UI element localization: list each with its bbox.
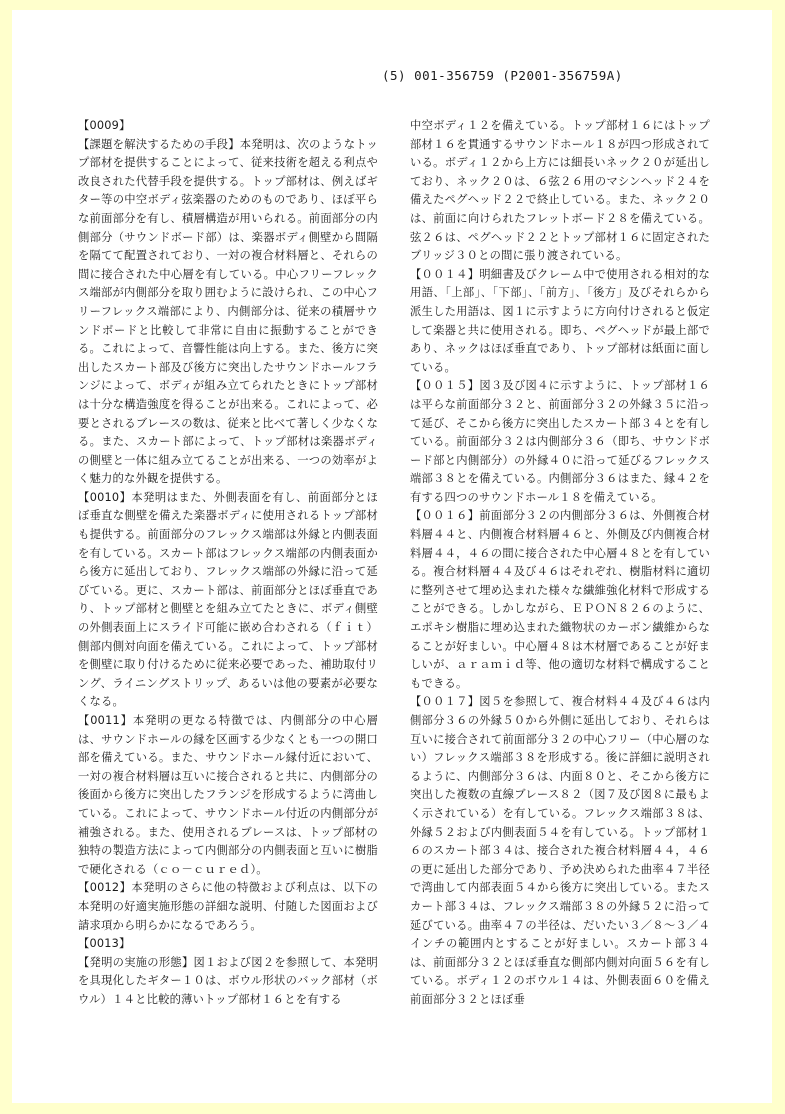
document-page	[12, 10, 772, 1103]
page-header: ‪(5) 001-356759 (P2001-356759A)	[382, 68, 623, 83]
paragraph: 【課題を解決するための手段】本発明は、次のようなトップ部材を提供することによって、従来技術を超える利点や改良された代替手段を提供する。トップ部材は、例えばギター等の中空ボディ弦楽器のためのものであり、ほぼ平らな前面部分を有し、積層構造が用いられる。前面部分の内側部分（サウンドボード部）は、楽器ボディ側壁から間隔を隔てて配置されており、一対の複合材料層と、それらの間に接合された中心層を有している。中心フリーフレックス端部が内側部分を取り囲むように設けられ、この中心フリーフレックス端部により、内側部分は、従来の積層サウンドボードと比較して非常に自由に振動することができる。これによって、音響性能は向上する。また、後方に突出したスカート部及び後方に突出したサウンドホールフランジによって、ボディが組み立てられたときにトップ部材は十分な構造強度を得ることが出来る。これによって、必要とされるブレースの数は、従来と比べて著しく少なくなる。また、スカート部によって、トップ部材は楽器ボディの側壁と一体に組み立てることが出来る、一つの効率がよく魅力的な外観を提供する。	[78, 137, 378, 486]
paragraph: 【0009】	[78, 119, 131, 132]
paragraph: 【0011】本発明の更なる特徴では、内側部分の中心層は、サウンドホールの縁を区画する少なくとも一つの開口部を備えている。また、サウンドホール縁付近において、一対の複合材料層は互いに接合されると共に、内側部分の後面から後方に突出したフランジを形成するように湾曲している。これによって、サウンドホール付近の内側部分が補強される。また、使用されるブレースは、トップ部材の独特の製造方法によって内側部分の内側表面と互いに樹脂で硬化される（ｃｏ－ｃｕｒｅｄ）。	[78, 714, 378, 876]
paragraph: 【００１５】図３及び図４に示すように、トップ部材１６は平らな前面部分３２と、前面部分３２の外縁３５に沿って延び、そこから後方に突出したスカート部３４とを有している。前面部分３２は内側部分３６（即ち、サウンドボード部と内側部分）の外縁４０に沿って延びるフレックス端部３８とを備えている。内側部分３６はまた、縁４２を有する四つのサウンドホール１８を備えている。	[410, 379, 710, 504]
paragraph: 【００１４】明細書及びクレーム中で使用される相対的な用語、「上部」、「下部」、「前方」、「後方」及びそれらから派生した用語は、図１に示すように方向付けされると仮定して楽器と共に使用される。即ち、ペグヘッドが最上部であり、ネックはほぼ垂直であり、トップ部材は紙面に面している。	[410, 267, 710, 374]
left-column	[78, 117, 378, 1010]
paragraph: 【発明の実施の形態】図１および図２を参照して、本発明を具現化したギター１０は、ボウル形状のバック部材（ボウル）１４と比較的薄いトップ部材１６とを有する	[78, 955, 378, 1006]
paragraph: 【0010】本発明はまた、外側表面を有し、前面部分とほぼ垂直な側壁を備えた楽器ボディに使用されるトップ部材も提供する。前面部分のフレックス端部は外縁と内側表面を有している。スカート部はフレックス端部の内側表面から後方に延出しており、フレックス端部の外縁に沿って延びている。更に、スカート部は、前面部分とほぼ垂直であり、トップ部材と側壁とを組み立てたときに、ボディ側壁の外側表面上にスライド可能に嵌め合わされる（ｆｉｔ）側部内側対向面を備えている。これによって、トップ部材を側壁に取り付けるために従来必要であった、補助取付リング、ライニングストリップ、あるいは他の要素が必要なくなる。	[78, 490, 378, 709]
paragraph: 中空ボディ１２を備えている。トップ部材１６にはトップ部材１６を貫通するサウンドホール１８が四つ形成されている。ボディ１２から上方には細長いネック２０が延出しており、ネック２０は、６弦２６用のマシンヘッド２４を備えたペグヘッド２２で終止している。また、ネック２０は、前面に向けられたフレットボード２８を備えている。弦２６は、ペグヘッド２２とトップ部材１６に固定されたブリッジ３０との間に張り渡されている。	[410, 119, 710, 263]
paragraph: 【0013】	[78, 937, 131, 951]
paragraph: 【００１６】前面部分３２の内側部分３６は、外側複合材料層４４と、内側複合材料層４６と、外側及び内側複合材料層４４，４６の間に接合された中心層４８とを有している。複合材料層４４及び４６はそれぞれ、樹脂材料に適切に整列させて埋め込まれた様々な繊維強化材料で形成することができる。しかしながら、ＥＰＯＮ８２６のように、エポキシ樹脂に埋め込まれた織物状のカーボン繊維からなることが好ましい。中心層４８は木材層であることが好ましいが、ａｒａｍｉｄ等、他の適切な材料で構成することもできる。	[410, 509, 710, 690]
paragraph: 【0012】本発明のさらに他の特徴および利点は、以下の本発明の好適実施形態の詳細な説明、付随した図面および請求項から明らかになるであろう。	[78, 881, 378, 932]
paragraph: 【００１７】図５を参照して、複合材料４４及び４６は内側部分３６の外縁５０から外側に延出しており、それらは互いに接合されて前面部分３２の中心フリー（中心層のない）フレックス端部３８を形成する。後に詳細に説明されるように、内側部分３６は、内面８０と、そこから後方に突出した複数の直線ブレース８２（図７及び図８に最もよく示されている）を有している。フレックス端部３８は、外縁５２および内側表面５４を有している。トップ部材１６のスカート部３４は、接合された複合材料層４４，４６の更に延出した部分であり、予め決められた曲率４７半径で湾曲して内部表面５４から後方に突出している。またスカート部３４は、フレックス端部３８の外縁５２に沿って延びている。曲率４７の半径は、だいたい３／８～３／４インチの範囲内とすることが好ましい。スカート部３４は、前面部分３２とほぼ垂直な側部内側対向面５６を有している。ボディ１２のボウル１４は、外側表面６０を備え前面部分３２とほぼ垂	[410, 695, 710, 1006]
right-column	[410, 117, 710, 1010]
